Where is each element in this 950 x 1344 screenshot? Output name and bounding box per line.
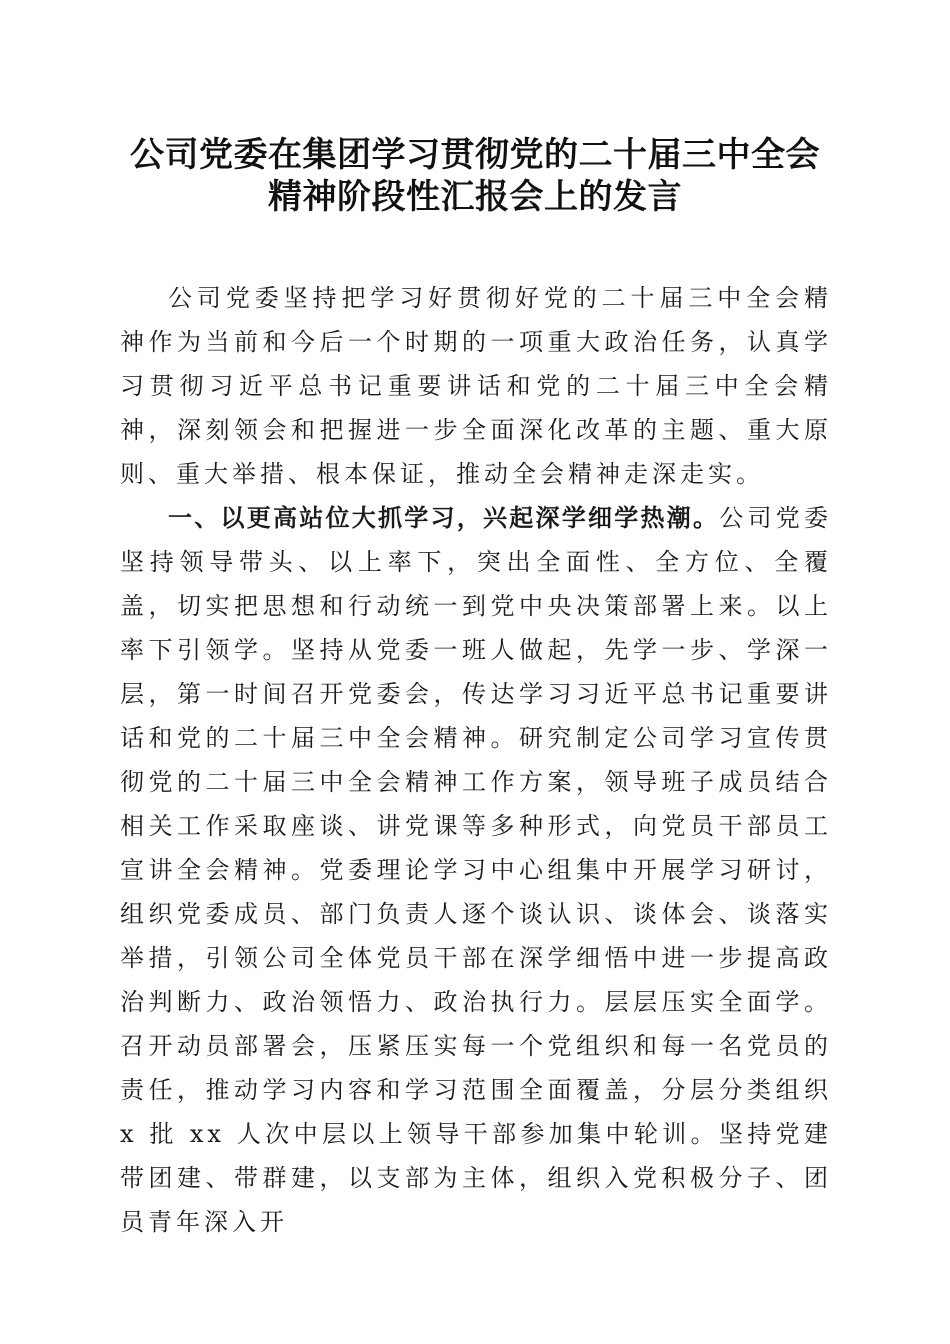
section-1-paragraph [120,496,832,1244]
title-line-2: 精神阶段性汇报会上的发言 [268,177,682,217]
intro-paragraph: 公司党委坚持把学习好贯彻好党的二十届三中全会精神作为当前和今后一个时期的一项重大政治任务，认真学习贯彻习近平总书记重要讲话和党的二十届三中全会精神，深刻领会和把握进一步全面深化改革的主题、重大原则、重大举措、根本保证，推动全会精神走深走实。 [120,284,832,488]
document-body [120,276,832,1244]
title-line-1: 公司党委在集团学习贯彻党的二十届三中全会 [130,135,820,175]
section-1-body: 公司党委坚持领导带头、以上率下，突出全面性、全方位、全覆盖，切实把思想和行动统一到党中央决策部署上来。以上率下引领学。坚持从党委一班人做起，先学一步、学深一层，第一时间召开党委会，传达学习习近平总书记重要讲话和党的二十届三中全会精神。研究制定公司学习宣传贯彻党的二十届三中全会精神工作方案，领导班子成员结合相关工作采取座谈、讲党课等多种形式，向党员干部员工宣讲全会精神。党委理论学习中心组集中开展学习研讨，组织党委成员、部门负责人逐个谈认识、谈体会、谈落实举措，引领公司全体党员干部在深学细悟中进一步提高政治判断力、政治领悟力、政治执行力。层层压实全面学。召开动员部署会，压紧压实每一个党组织和每一名党员的责任，推动学习内容和学习范围全面覆盖，分层分类组织 x 批 xx 人次中层以上领导干部参加集中轮训。坚持党建带团建、带群建，以支部为主体，组织入党积极分子、团员青年深入开 [120,504,832,1236]
section-1-heading: 一、以更高站位大抓学习，兴起深学细学热潮。 [168,503,720,532]
document-title [100,134,850,218]
